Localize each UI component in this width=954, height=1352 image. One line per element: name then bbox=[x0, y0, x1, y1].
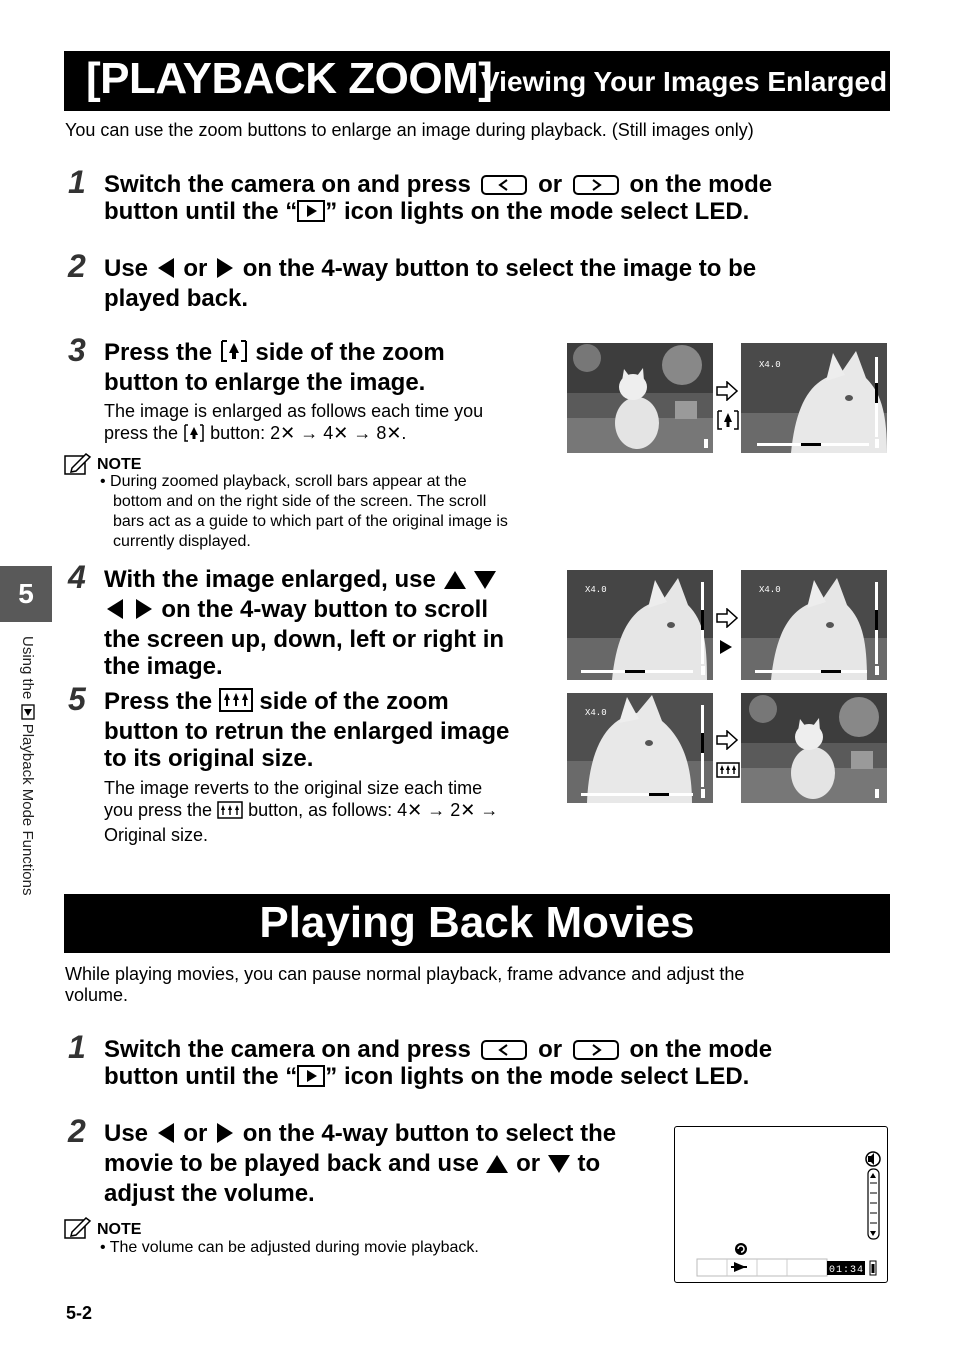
note-heading: NOTE bbox=[97, 456, 142, 473]
note-line: • During zoomed playback, scroll bars appear at the bbox=[100, 473, 467, 490]
step-text: button to enlarge the image. bbox=[104, 369, 426, 396]
step-text: or bbox=[538, 171, 563, 198]
right-arrow-icon bbox=[719, 639, 733, 660]
left-arrow-icon bbox=[104, 598, 126, 626]
step-text: Press the bbox=[104, 688, 213, 715]
step-text: adjust the volume. bbox=[104, 1180, 315, 1207]
chapter-side-label bbox=[14, 636, 44, 966]
step-text: Use bbox=[104, 255, 149, 282]
step-text: played back. bbox=[104, 285, 249, 312]
step-4-text bbox=[104, 566, 554, 680]
zoom-in-icon bbox=[219, 339, 249, 369]
down-arrow-icon bbox=[473, 569, 497, 596]
arrow-right-icon bbox=[716, 381, 738, 406]
playback-mode-icon bbox=[297, 1065, 325, 1093]
step-number: 1 bbox=[68, 1029, 86, 1065]
chapter-label-text: Playback Mode Functions bbox=[19, 723, 36, 896]
step-text: side of the zoom bbox=[259, 688, 449, 715]
intro-text bbox=[65, 964, 885, 1006]
zoom-out-icon bbox=[219, 688, 253, 718]
right-button-icon bbox=[573, 175, 619, 195]
sub-text: Original size. bbox=[104, 825, 209, 845]
section-banner-playback-zoom bbox=[64, 51, 890, 111]
left-button-icon bbox=[481, 175, 527, 195]
step-text: movie to be played back and use bbox=[104, 1150, 479, 1177]
note-line: • The volume can be adjusted during movie playback. bbox=[100, 1239, 479, 1256]
right-arrow-icon bbox=[214, 1122, 236, 1150]
sub-text: press the bbox=[104, 423, 179, 443]
note-line: bottom and on the right side of the screen. The scroll bbox=[113, 493, 487, 510]
movie-playback-screen bbox=[674, 1126, 888, 1283]
step-1-text bbox=[104, 171, 864, 228]
step-text: button until the “ bbox=[104, 198, 298, 225]
note-icon bbox=[64, 1216, 92, 1245]
step-number: 2 bbox=[68, 248, 86, 284]
note-icon bbox=[64, 452, 92, 481]
step-text: or bbox=[538, 1036, 563, 1063]
section-title: [PLAYBACK ZOOM] bbox=[86, 54, 493, 103]
photo-cat-zoomed bbox=[741, 343, 887, 453]
zoom-out-icon bbox=[716, 762, 740, 783]
section-subtitle: Viewing Your Images Enlarged bbox=[481, 66, 888, 97]
step-text: Switch the camera on and press bbox=[104, 171, 471, 198]
step-text: on the 4-way button to scroll bbox=[161, 596, 489, 623]
step-text: button to retrun the enlarged image bbox=[104, 718, 510, 745]
intro-line: volume. bbox=[65, 985, 129, 1005]
up-arrow-icon bbox=[443, 569, 467, 596]
right-button-icon bbox=[573, 1040, 619, 1060]
section-title: Playing Back Movies bbox=[259, 898, 695, 947]
movie-step-1-text bbox=[104, 1036, 864, 1093]
photo-cat-zoomed-return bbox=[567, 693, 713, 803]
step-number: 4 bbox=[68, 559, 86, 595]
left-arrow-icon bbox=[155, 257, 177, 285]
intro-text: You can use the zoom buttons to enlarge an image during playback. (Still images only) bbox=[65, 120, 754, 140]
chapter-tab: 5 bbox=[0, 566, 52, 622]
zoom-level-label: X4.0 bbox=[759, 585, 781, 595]
movie-time-counter: 01:34 bbox=[829, 1265, 865, 1276]
step-text: or bbox=[183, 1120, 208, 1147]
right-arrow-icon bbox=[214, 257, 236, 285]
zoom-in-small-icon bbox=[183, 424, 205, 447]
step-text: Switch the camera on and press bbox=[104, 1036, 471, 1063]
step-3-subtext bbox=[104, 400, 554, 447]
sub-text: button, as follows: 4✕ → 2✕ → bbox=[248, 800, 499, 820]
movie-step-2-text bbox=[104, 1120, 664, 1207]
step-text: to bbox=[577, 1150, 601, 1177]
right-arrow-icon bbox=[133, 598, 155, 626]
playback-mode-icon bbox=[297, 200, 325, 228]
step-text: Press the bbox=[104, 339, 213, 366]
photo-cat-zoomed-left bbox=[567, 570, 713, 680]
volume-bar bbox=[868, 1169, 879, 1239]
arrow-right-icon bbox=[716, 608, 738, 633]
step-text: to its original size. bbox=[104, 745, 314, 772]
step-text: ” icon lights on the mode select LED. bbox=[325, 198, 750, 225]
up-arrow-icon bbox=[485, 1153, 509, 1180]
step-text: the screen up, down, left or right in bbox=[104, 626, 505, 653]
sub-text: button: 2✕ → 4✕ → 8✕. bbox=[210, 423, 407, 443]
zoom-level-label: X4.0 bbox=[585, 708, 607, 718]
arrow-right-icon bbox=[716, 730, 738, 755]
photo-cat-original bbox=[567, 343, 713, 453]
playback-mode-icon bbox=[17, 704, 35, 720]
step-text: Use bbox=[104, 1120, 149, 1147]
down-arrow-icon bbox=[547, 1153, 571, 1180]
step-text: or bbox=[516, 1150, 541, 1177]
photo-cat-scrolled-right bbox=[741, 570, 887, 680]
zoom-in-icon bbox=[716, 410, 740, 435]
step-text: side of the zoom bbox=[255, 339, 445, 366]
step-number: 1 bbox=[68, 164, 86, 200]
step-text: the image. bbox=[104, 653, 223, 680]
zoom-out-small-icon bbox=[217, 801, 243, 824]
step-text: button until the “ bbox=[104, 1063, 298, 1090]
step-5-subtext bbox=[104, 777, 564, 846]
note-line: bars act as a guide to which part of the original image is bbox=[113, 513, 508, 530]
zoom-level-label: X4.0 bbox=[585, 585, 607, 595]
step-text: on the 4-way button to select the bbox=[242, 1120, 617, 1147]
left-button-icon bbox=[481, 1040, 527, 1060]
page-number: 5-2 bbox=[66, 1303, 93, 1323]
step-text: on the 4-way button to select the image to be bbox=[242, 255, 757, 282]
sub-text: you press the bbox=[104, 800, 213, 820]
note-body bbox=[100, 472, 570, 552]
circular-arrow-icon bbox=[735, 1243, 747, 1255]
step-text: or bbox=[183, 255, 208, 282]
note-line: currently displayed. bbox=[113, 533, 251, 550]
step-number: 3 bbox=[68, 332, 86, 368]
sub-text: The image is enlarged as follows each time you bbox=[104, 401, 484, 421]
step-number: 2 bbox=[68, 1113, 86, 1149]
step-text: on the mode bbox=[629, 1036, 773, 1063]
left-arrow-icon bbox=[155, 1122, 177, 1150]
section-banner-playing-movies bbox=[64, 894, 890, 953]
chapter-label-text: Using the bbox=[19, 636, 36, 700]
step-text: ” icon lights on the mode select LED. bbox=[325, 1063, 750, 1090]
note-heading: NOTE bbox=[97, 1221, 142, 1238]
step-text: on the mode bbox=[629, 171, 773, 198]
zoom-level-label: X4.0 bbox=[759, 360, 781, 370]
sub-text: The image reverts to the original size each time bbox=[104, 778, 483, 798]
step-number: 5 bbox=[68, 681, 86, 717]
intro-line: While playing movies, you can pause normal playback, frame advance and adjust the bbox=[65, 964, 745, 984]
step-2-text bbox=[104, 255, 864, 312]
step-5-text bbox=[104, 688, 564, 772]
step-3-text bbox=[104, 339, 554, 396]
photo-cat-original-size bbox=[741, 693, 887, 803]
step-text: With the image enlarged, use bbox=[104, 566, 436, 593]
battery-icon bbox=[870, 1261, 876, 1275]
speaker-icon bbox=[866, 1152, 880, 1166]
